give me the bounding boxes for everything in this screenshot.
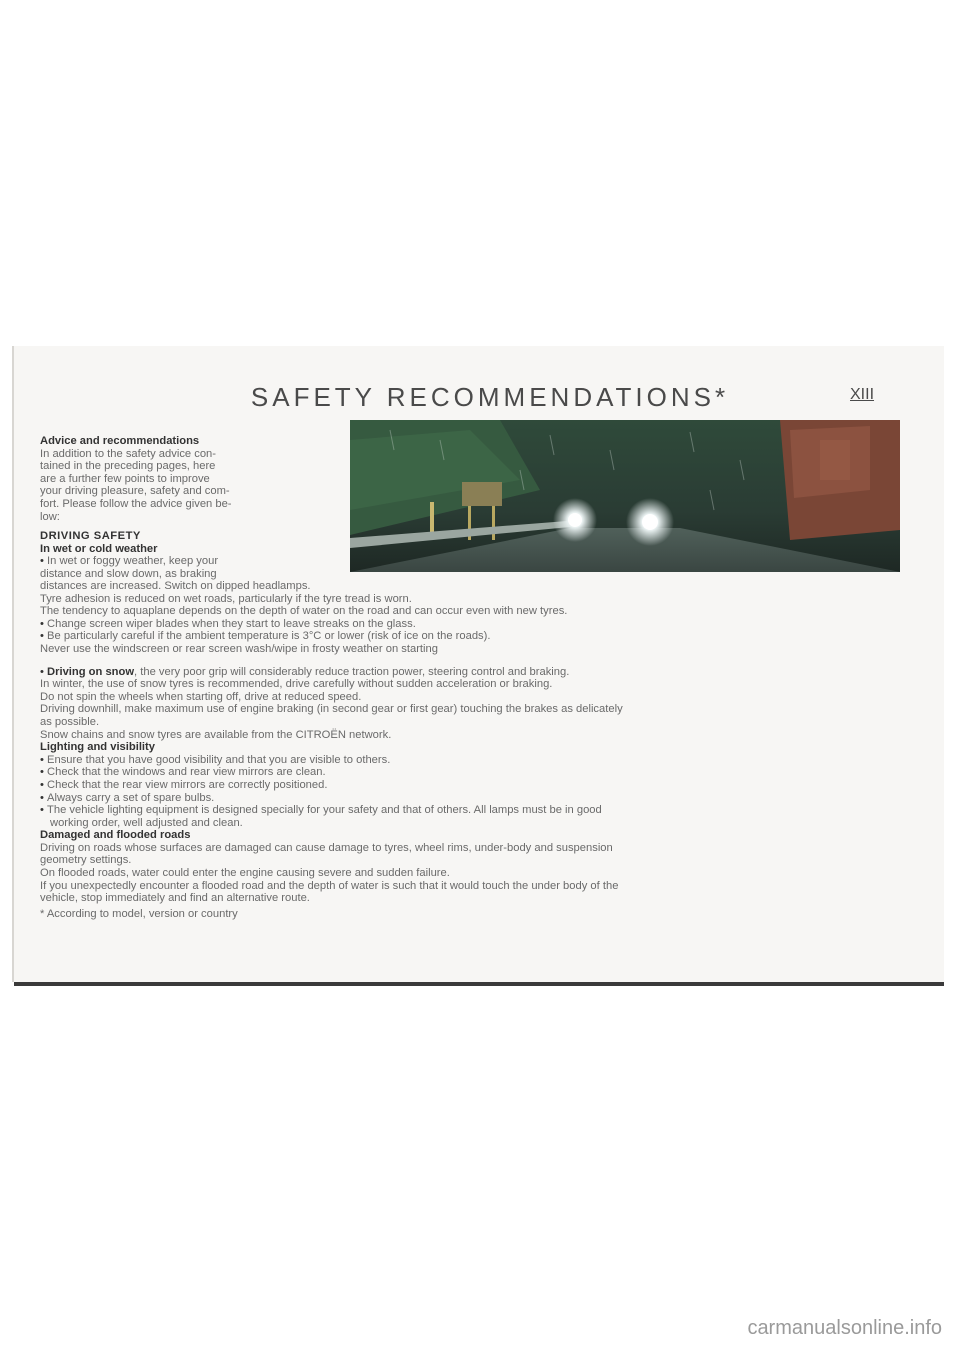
wet-weather-bullet: • Change screen wiper blades when they start to leave streaks on the glass. [40, 618, 920, 631]
snow-line: Driving downhill, make maximum use of engine braking (in second gear or first gear) touching the brakes as delicately [40, 703, 623, 716]
snow-line: Do not spin the wheels when starting off, drive at reduced speed. [40, 690, 362, 703]
snow-line: as possible. [40, 715, 100, 728]
damaged-roads-line: Driving on roads whose surfaces are damaged can cause damage to tyres, wheel rims, under-body and suspension [40, 841, 613, 854]
snow-first-line [40, 666, 920, 679]
wet-weather-line: Tyre adhesion is reduced on wet roads, particularly if the tyre tread is worn. [40, 592, 412, 605]
snow-line: Snow chains and snow tyres are available from the CITROËN network. [40, 728, 392, 741]
intro-line: fort. Please follow the advice given be- [40, 497, 232, 510]
wet-weather-line: • In wet or foggy weather, keep your [40, 555, 340, 568]
wet-weather-heading: In wet or cold weather [40, 542, 158, 555]
damaged-roads-line: If you unexpectedly encounter a flooded road and the depth of water is such that it would touch the under body of the [40, 879, 619, 892]
wet-weather-bullet: • Be particularly careful if the ambient temperature is 3°C or lower (risk of ice on the roads). [40, 630, 920, 643]
lighting-heading: Lighting and visibility [40, 741, 155, 754]
damaged-roads-line: On flooded roads, water could enter the engine causing severe and sudden failure. [40, 867, 450, 880]
snow-label: Driving on snow [47, 665, 135, 678]
snow-line-rest: , the very poor grip will considerably reduce traction power, steering control and braking. [134, 665, 570, 678]
wet-weather-line: distances are increased. Switch on dipped headlamps. [40, 580, 311, 592]
intro-line: your driving pleasure, safety and com- [40, 485, 230, 498]
lighting-bullet: • Ensure that you have good visibility and that you are visible to others. [40, 754, 920, 767]
intro-heading: Advice and recommendations [40, 435, 200, 447]
lighting-bullet: • Check that the windows and rear view mirrors are clean. [40, 766, 920, 779]
snow-line: In winter, the use of snow tyres is recommended, drive carefully without sudden acceleration or braking. [40, 678, 553, 691]
damaged-roads-heading: Damaged and flooded roads [40, 829, 191, 842]
footnote: * According to model, version or country [40, 907, 238, 920]
lighting-bullet: • The vehicle lighting equipment is designed specially for your safety and that of others. All lamps must be in good [40, 804, 920, 817]
driving-safety-section [40, 530, 340, 580]
headlights-in-rain-image [350, 420, 900, 572]
intro-line: are a further few points to improve [40, 472, 210, 485]
lighting-bullet: • Always carry a set of spare bulbs. [40, 792, 920, 805]
page-number: XIII [850, 386, 875, 403]
wet-weather-line: The tendency to aquaplane depends on the depth of water on the road and can occur even with new tyres. [40, 605, 568, 618]
page-title: SAFETY RECOMMENDATIONS* [250, 382, 730, 412]
damaged-roads-line: vehicle, stop immediately and find an alternative route. [40, 892, 310, 905]
page-bottom-rule [14, 982, 944, 986]
wet-weather-line: Never use the windscreen or rear screen wash/wipe in frosty weather on starting [40, 642, 438, 655]
driving-safety-heading: DRIVING SAFETY [40, 530, 141, 542]
wet-weather-line: distance and slow down, as braking [40, 567, 217, 580]
night-rain-driving-photo [350, 420, 900, 572]
intro-section [40, 435, 340, 523]
lighting-bullet: • Check that the rear view mirrors are correctly positioned. [40, 779, 920, 792]
intro-line: tained in the preceding pages, here [40, 460, 216, 473]
damaged-roads-line: geometry settings. [40, 854, 132, 867]
watermark-text: carmanualsonline.info [747, 1317, 942, 1339]
intro-line: In addition to the safety advice con- [40, 447, 217, 460]
lighting-line: working order, well adjusted and clean. [50, 816, 243, 829]
intro-line: low: [40, 510, 60, 523]
body-text [40, 580, 920, 920]
